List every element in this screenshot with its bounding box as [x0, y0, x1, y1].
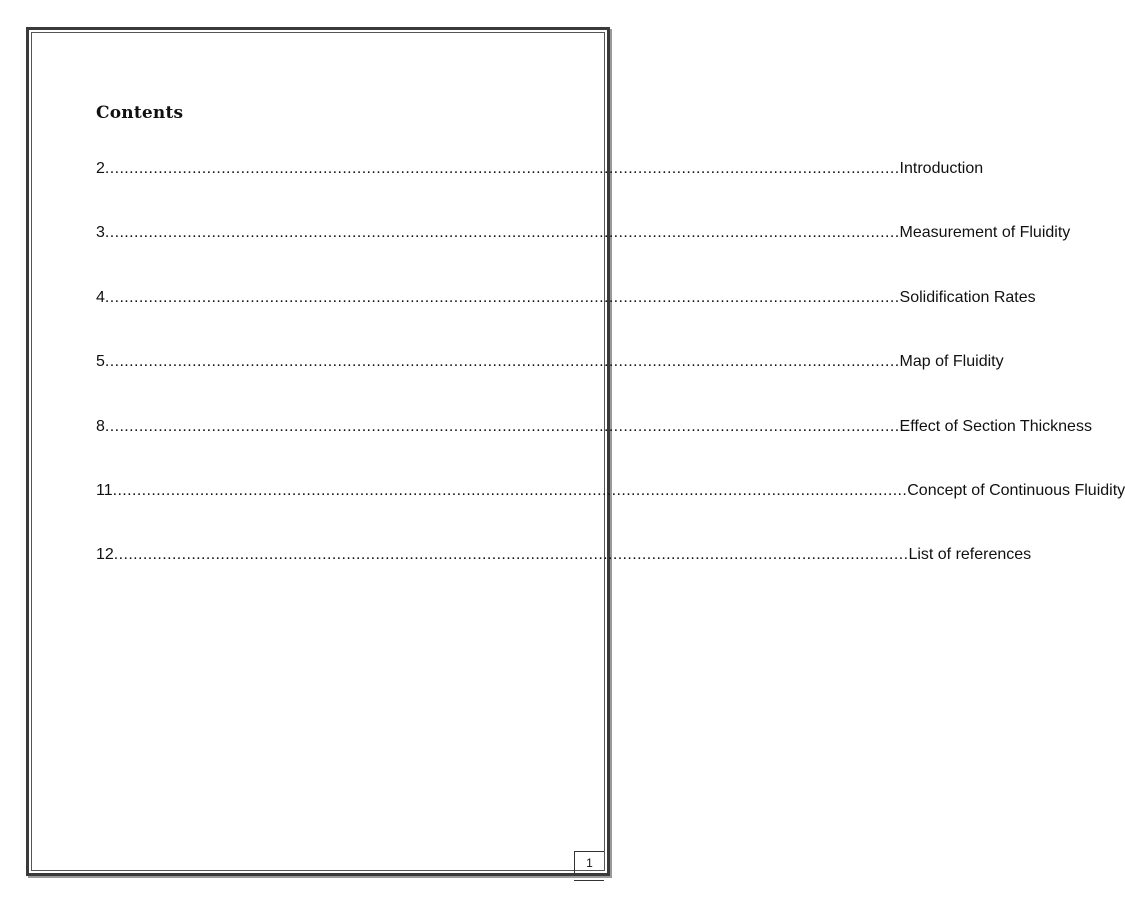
page-number: 1 [574, 851, 604, 875]
toc-page-number: 5 [96, 353, 105, 371]
page-number-underline [574, 880, 604, 881]
toc-leader-dots: .................................................................................................................................................................... [113, 546, 909, 564]
toc-title: Effect of Section Thickness [899, 417, 1092, 435]
toc-page-number: 2 [96, 160, 105, 177]
toc-entry-effect-of-section-thickness [96, 417, 1092, 482]
toc-entry-measurement-of-fluidity [96, 224, 1071, 288]
toc-page-number: 8 [96, 417, 105, 435]
table-of-contents [96, 160, 1125, 611]
toc-entry-concept-of-continuous-fluidity [96, 481, 1125, 546]
toc-title: Map of Fluidity [899, 353, 1004, 371]
toc-page-number: 4 [96, 288, 105, 306]
toc-leader-dots: .................................................................................................................................................................... [104, 160, 900, 177]
toc-page-number: 12 [96, 546, 114, 564]
toc-title: Introduction [899, 160, 984, 177]
toc-entry-introduction [96, 160, 984, 224]
toc-title: List of references [908, 546, 1032, 564]
toc-leader-dots: .................................................................................................................................................................... [104, 224, 900, 242]
toc-leader-dots: .................................................................................................................................................................... [104, 288, 900, 306]
toc-title: Solidification Rates [899, 288, 1036, 306]
toc-entry-map-of-fluidity [96, 353, 1004, 417]
toc-entry-list-of-references [96, 546, 1032, 610]
toc-page-number: 11 [96, 481, 113, 499]
toc-leader-dots: .................................................................................................................................................................... [104, 353, 900, 371]
toc-entry-solidification-rates [96, 288, 1036, 353]
toc-leader-dots: .................................................................................................................................................................... [104, 417, 900, 435]
toc-title: Measurement of Fluidity [899, 224, 1071, 242]
contents-heading: Contents [96, 103, 184, 123]
toc-leader-dots: .................................................................................................................................................................... [112, 481, 908, 499]
toc-page-number: 3 [96, 224, 105, 242]
toc-title: Concept of Continuous Fluidity [907, 481, 1125, 499]
